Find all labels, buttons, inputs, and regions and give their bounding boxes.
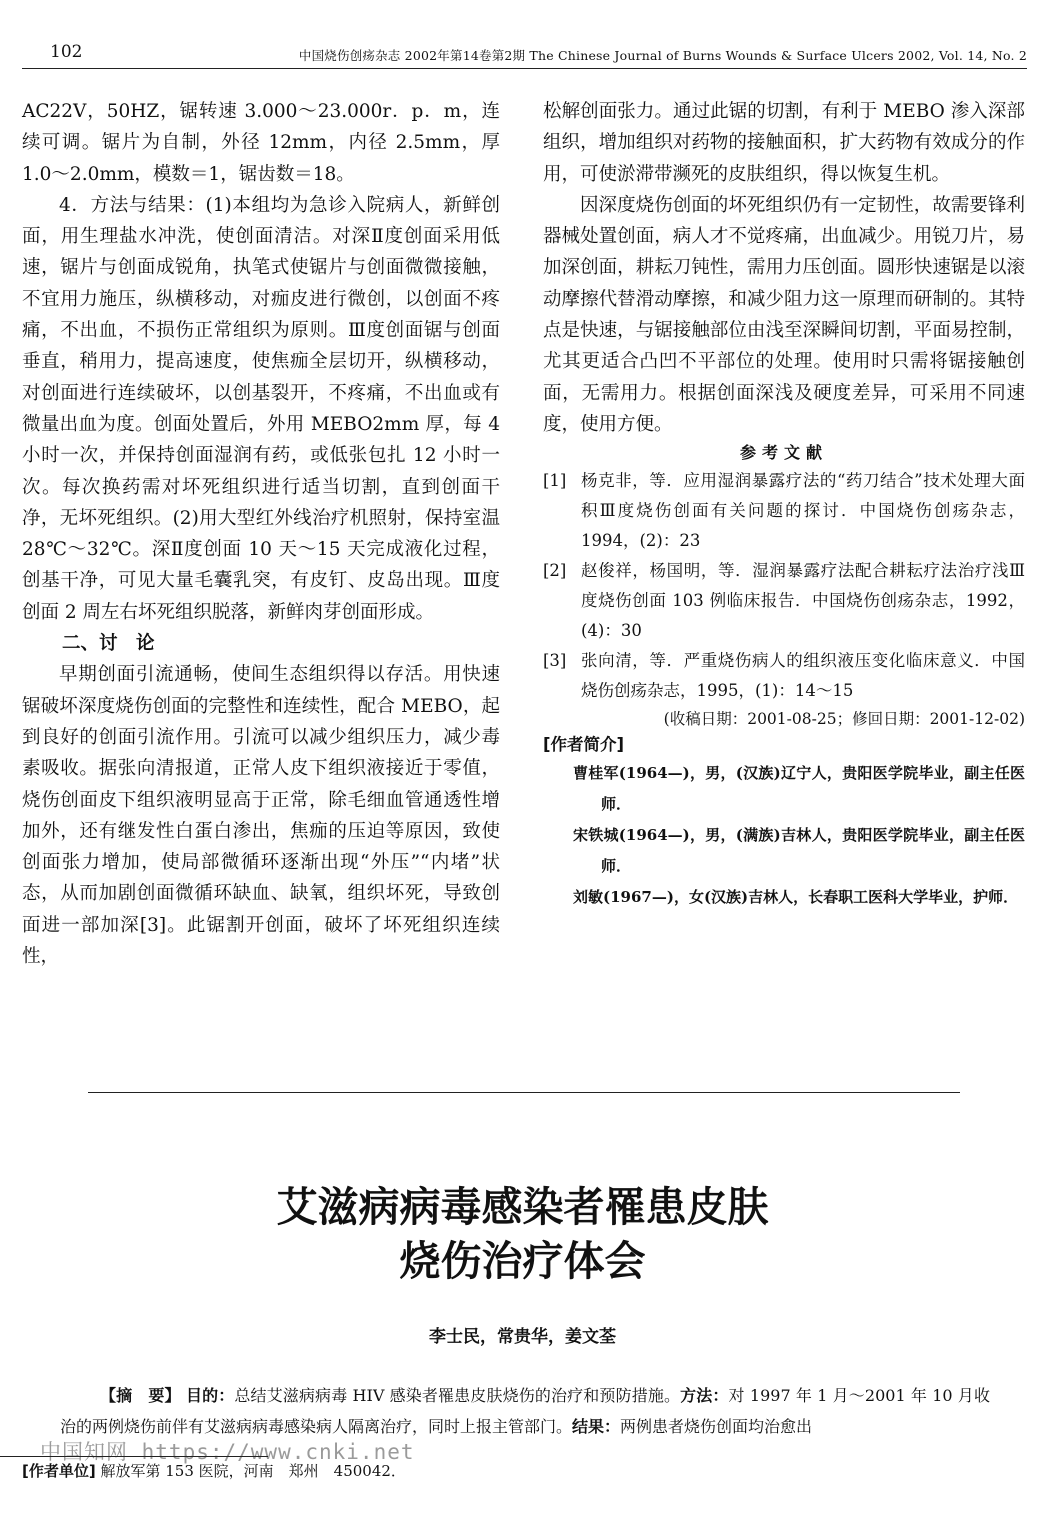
page-number: 102 (50, 42, 83, 62)
left-column (22, 96, 500, 972)
article-authors: 李士民，常贵华，姜文荃 (429, 1327, 616, 1347)
reference-number: [1] (543, 471, 567, 491)
reference-number: [3] (543, 651, 567, 671)
author-bio: 曹桂军(1964—)，男，(汉族)辽宁人，贵阳医学院毕业，副主任医师． (573, 764, 1025, 814)
author-bio: 宋铁城(1964—)，男，(满族)吉林人，贵阳医学院毕业，副主任医师． (573, 826, 1025, 876)
title-line: 烧伤治疗体会 (399, 1237, 646, 1285)
title-line: 艾滋病病毒感染者罹患皮肤 (276, 1183, 769, 1231)
reference-list (543, 466, 1025, 706)
reference-item (543, 466, 1025, 556)
paragraph: 4．方法与结果：(1)本组均为急诊入院病人，新鲜创面，用生理盐水冲洗，使创面清洁。对深Ⅱ度创面采用低速，锯片与创面成锐角，执笔式使锯片与创面微微接触，不宜用力施压，纵横移动，对痂皮进行微创，以创面不疼痛，不出血，不损伤正常组织为原则。Ⅲ度创面锯与创面垂直，稍用力，提高速度，使焦痂全层切开，纵横移动，对创面进行连续破坏，以创基裂开，不疼痛，不出血或有微量出血为度。创面处置后，外用 MEBO2mm 厚，每 4 小时一次，并保持创面湿润有药，或低张包扎 12 小时一次。每次换药需对坏死组织进行适当切割，直到创面干净，无坏死组织。(2)用大型红外线治疗机照射，保持室温 28℃～32℃。深Ⅱ度创面 10 天～15 天完成液化过程，创基干净，可见大量毛囊乳突，有皮钉、皮岛出现。Ⅲ度创面 2 周左右坏死组织脱落，新鲜肉芽创面形成。 (22, 194, 500, 623)
received-dates: (收稿日期：2001-08-25；修回日期：2001-12-02) (663, 710, 1025, 729)
cnki-watermark: 中国知网 https://www.cnki.net (40, 1440, 415, 1464)
reference-text: 杨克非，等．应用湿润暴露疗法的“药刀结合”技术处理大面积Ⅲ度烧伤创面有关问题的探讨．中国烧伤创疡杂志，1994，(2)：23 (581, 471, 1025, 551)
reference-number: [2] (543, 561, 567, 581)
running-header (22, 40, 1027, 69)
author-affiliation (22, 1460, 406, 1481)
references-heading: 参考文献 (739, 443, 828, 463)
reference-text: 张向清，等．严重烧伤病人的组织液压变化临床意义．中国烧伤创疡杂志，1995，(1)：14～15 (581, 651, 1025, 701)
paragraph: 因深度烧伤创面的坏死组织仍有一定韧性，故需要锋利器械处置创面，病人才不觉疼痛，出血减少。用锐刀片，易加深创面，耕耘刀钝性，需用力压创面。圆形快速锯是以滚动摩擦代替滑动摩擦，和减少阻力这一原理而研制的。其特点是快速，与锯接触部位由浅至深瞬间切割，平面易控制，尤其更适合凸凹不平部位的处理。使用时只需将锯接触创面，无需用力。根据创面深浅及硬度差异，可采用不同速度，使用方便。 (543, 194, 1025, 435)
reference-item (543, 646, 1025, 706)
affiliation-text: 解放军第 153 医院，河南 郑州 450042． (100, 1462, 406, 1480)
method-text: 对 1997 年 1 月～2001 年 10 月收治的两例烧伤前伴有艾滋病病毒感染病人隔离治疗，同时上报主管部门。 (60, 1386, 990, 1436)
abstract (60, 1380, 990, 1442)
method-label: 方法： (680, 1386, 729, 1405)
purpose-text: 总结艾滋病病毒 HIV 感染者罹患皮肤烧伤的治疗和预防措施。 (234, 1386, 681, 1405)
result-label: 结果： (572, 1417, 621, 1436)
purpose-label: 目的： (185, 1386, 235, 1405)
abstract-label: 【摘 要】 (100, 1386, 181, 1405)
article-title (0, 1180, 1045, 1288)
result-text: 两例患者烧伤创面均治愈出 (620, 1417, 813, 1436)
affiliation-label: [作者单位] (22, 1462, 96, 1480)
paragraph: AC22V，50HZ，锯转速 3.000～23.000r．p．m，连续可调。锯片为自制，外径 12mm，内径 2.5mm，厚 1.0～2.0mm，模数＝1，锯齿数＝18。 (22, 101, 500, 185)
article-divider (88, 1092, 960, 1093)
paragraph: 早期创面引流通畅，使间生态组织得以存活。用快速锯破坏深度烧伤创面的完整性和连续性，配合 MEBO，起到良好的创面引流作用。引流可以减少组织压力，减少毒素吸收。据张向清报道，正常人皮下组织液接近于零值，烧伤创面皮下组织液明显高于正常，除毛细血管通透性增加外，还有继发性白蛋白渗出，焦痂的压迫等原因，致使创面张力增加，使局部微循环逐渐出现“外压”“内堵”状态，从而加剧创面微循环缺血、缺氧，组织坏死，导致创面进一部加深[3]。此锯割开创面，破坏了坏死组织连续性， (22, 664, 500, 968)
reference-text: 赵俊祥，杨国明，等．湿润暴露疗法配合耕耘疗法治疗浅Ⅲ度烧伤创面 103 例临床报告．中国烧伤创疡杂志，1992，(4)：30 (581, 561, 1025, 641)
footnote-rule (0, 1456, 268, 1457)
section-heading: 二、讨 论 (62, 633, 155, 655)
journal-citation: 中国烧伤创疡杂志 2002年第14卷第2期 The Chinese Journal of Burns Wounds & Surface Ulcers 2002, Vol. 14, No. 2 (298, 48, 1027, 63)
author-bio-heading: [作者简介] (543, 735, 625, 755)
author-bio: 刘敏(1967—)，女(汉族)吉林人，长春职工医科大学毕业，护师． (573, 888, 1019, 907)
right-column (543, 96, 1025, 913)
paragraph: 松解创面张力。通过此锯的切割，有利于 MEBO 渗入深部组织，增加组织对药物的接触面积，扩大药物有效成分的作用，可使淤滞带濒死的皮肤组织，得以恢复生机。 (543, 101, 1025, 185)
reference-item (543, 556, 1025, 646)
